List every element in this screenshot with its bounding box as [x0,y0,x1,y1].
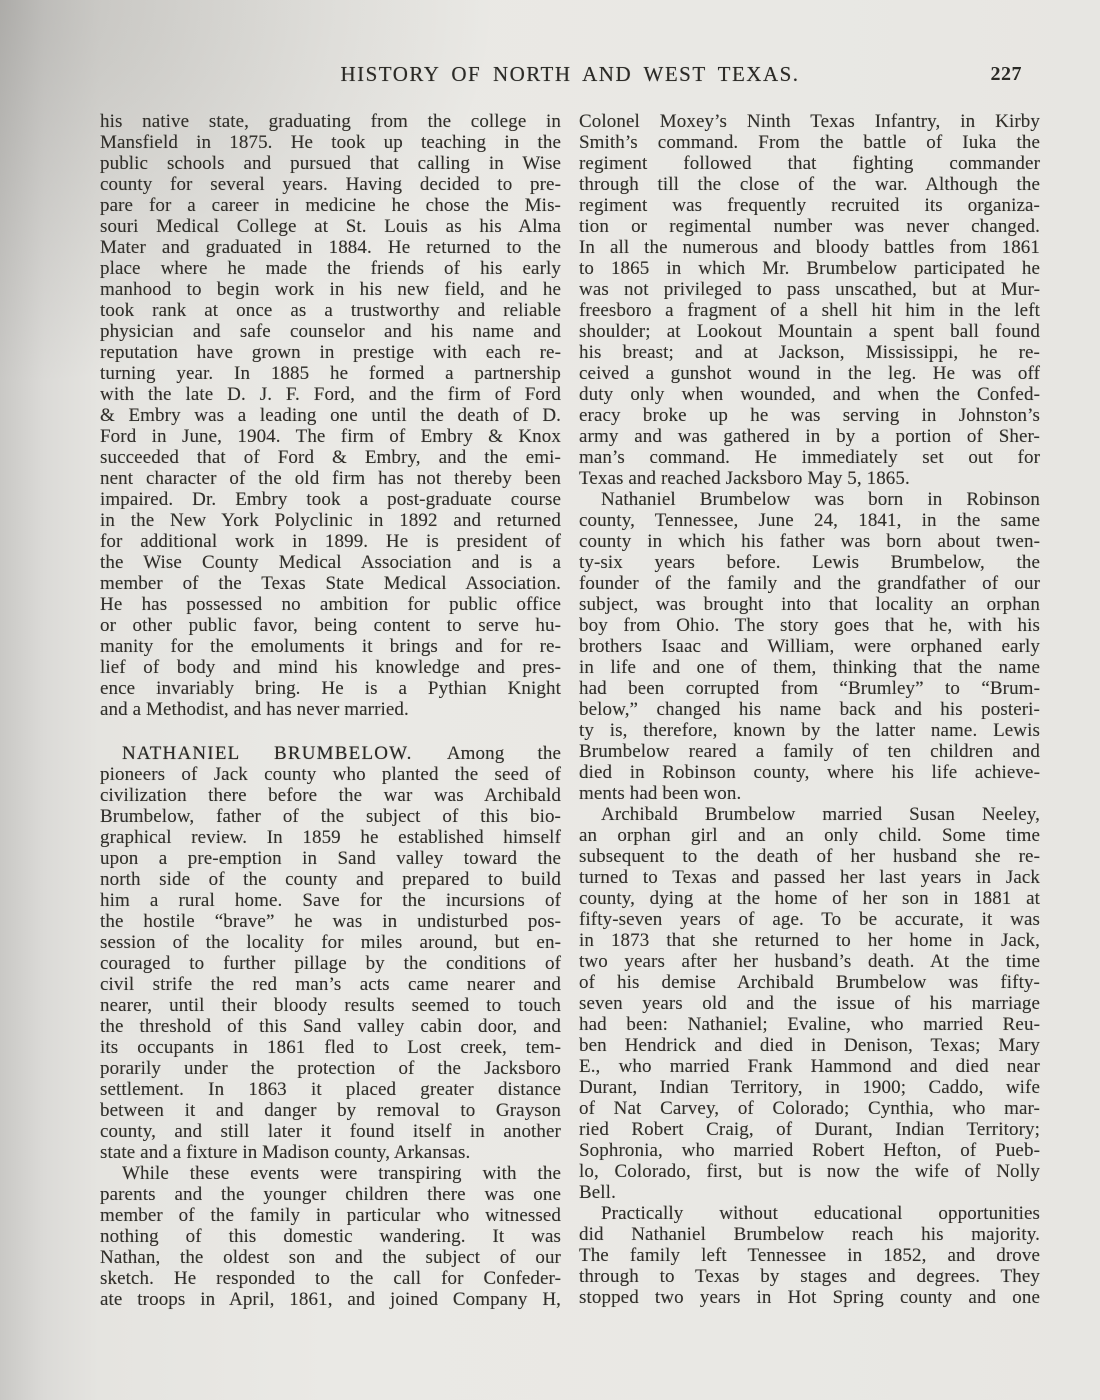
text-line: ried Robert Craig, of Durant, Indian Territory; [579,1119,1040,1140]
text-line: had been: Nathaniel; Evaline, who married Reu- [579,1014,1040,1035]
text-line: ence invariably bring. He is a Pythian Knight [100,678,561,699]
text-line: While these events were transpiring with the [122,1163,561,1184]
text-line: lief of body and mind his knowledge and pres- [100,657,561,678]
text-line: souri Medical College at St. Louis as his Alma [100,216,561,237]
text-line: He has possessed no ambition for public office [100,594,561,615]
text-line: seven years old and the issue of his marriage [579,993,1040,1014]
text-line: Brumbelow, father of the subject of this bio- [100,806,561,827]
paragraph [579,489,1040,804]
column-left [100,111,561,1310]
text-line: pioneers of Jack county who planted the seed of [100,764,561,785]
text-line: boy from Ohio. The story goes that he, with his [579,615,1040,636]
text-line: took rank at once as a trustworthy and reliable [100,300,561,321]
column-right [579,111,1040,1310]
text-line: county for several years. Having decided to pre- [100,174,561,195]
text-line: Smith’s command. From the battle of Iuka the [579,132,1040,153]
text-line: Nathaniel Brumbelow was born in Robinson [601,489,1040,510]
text-line: ben Hendrick and died in Denison, Texas; Mary [579,1035,1040,1056]
text-line: freesboro a fragment of a shell hit him in the left [579,300,1040,321]
text-line: through till the close of the war. Although the [579,174,1040,195]
text-line: Brumbelow reared a family of ten children and [579,741,1040,762]
text-line: eracy broke up he was serving in Johnston’s [579,405,1040,426]
text-line: The family left Tennessee in 1852, and drove [579,1245,1040,1266]
text-line: the hostile “brave” he was in undisturbed pos- [100,911,561,932]
text-line: settlement. In 1863 it placed greater distance [100,1079,561,1100]
text-line: shoulder; at Lookout Mountain a spent ball found [579,321,1040,342]
text-line: brothers Isaac and William, were orphaned early [579,636,1040,657]
text-line: member of the family in particular who witnessed [100,1205,561,1226]
text-line: of his demise Archibald Brumbelow was fifty- [579,972,1040,993]
text-line: subsequent to the death of her husband she re- [579,846,1040,867]
text-line: sketch. He responded to the call for Confeder- [100,1268,561,1289]
text-line: Archibald Brumbelow married Susan Neeley, [601,804,1040,825]
text-line: Sophronia, who married Robert Hefton, of Pueb- [579,1140,1040,1161]
text-line: civilization there before the war was Archibald [100,785,561,806]
text-line: in the New York Polyclinic in 1892 and returned [100,510,561,531]
text-line: turned to Texas and passed her last years in Jack [579,867,1040,888]
text-line: died in Robinson county, where his life achieve- [579,762,1040,783]
text-line: session of the locality for miles around, but en- [100,932,561,953]
text-line: Practically without educational opportunities [601,1203,1040,1224]
text-line: founder of the family and the grandfather of our [579,573,1040,594]
text-line: army and was gathered in by a portion of Sher- [579,426,1040,447]
text-line: north side of the county and prepared to build [100,869,561,890]
paragraph [100,1163,561,1310]
text-line: regiment followed that fighting commander [579,153,1040,174]
text-line: his native state, graduating from the college in [100,111,561,132]
text-line: ty is, therefore, known by the latter name. Lewis [579,720,1040,741]
text-line: state and a fixture in Madison county, Arkansas. [100,1142,471,1163]
text-line: duty only when wounded, and when the Confed- [579,384,1040,405]
text-line: nent character of the old firm has not thereby been [100,468,561,489]
text-line: stopped two years in Hot Spring county and one [579,1287,1040,1308]
text-line: member of the Texas State Medical Association. [100,573,561,594]
text-line: ate troops in April, 1861, and joined Company H, [100,1289,561,1310]
text-line: county in which his father was born about twen- [579,531,1040,552]
text-line: below,” changed his name back and his posteri- [579,699,1040,720]
section-heading: NATHANIEL BRUMBELOW. [122,743,413,764]
text-line: of Nat Carvey, of Colorado; Cynthia, who mar- [579,1098,1040,1119]
text-line: lo, Colorado, first, but is now the wife of Nolly [579,1161,1040,1182]
text-line: Texas and reached Jacksboro May 5, 1865. [579,468,910,489]
paragraph [579,111,1040,489]
page-number: 227 [990,63,1022,85]
text-line: in life and one of them, thinking that the name [579,657,1040,678]
text-line: Mansfield in 1875. He took up teaching in the [100,132,561,153]
text-line: Bell. [579,1182,616,1203]
text-line: did Nathaniel Brumbelow reach his majority. [579,1224,1040,1245]
text-line: succeeded that of Ford & Embry, and the emi- [100,447,561,468]
text-line: reputation have grown in prestige with each re- [100,342,561,363]
text-line: man’s command. He immediately set out for [579,447,1040,468]
text-line: NATHANIEL BRUMBELOW. Among the [122,743,561,764]
text-line: county, and still later it found itself in another [100,1121,561,1142]
text-line: upon a pre-emption in Sand valley toward the [100,848,561,869]
text-line: to 1865 in which Mr. Brumbelow participated he [579,258,1040,279]
text-line: parents and the younger children there was one [100,1184,561,1205]
text-line: tion or regimental number was never changed. [579,216,1040,237]
text-line: fifty-seven years of age. To be accurate, it was [579,909,1040,930]
text-line: public schools and pursued that calling in Wise [100,153,561,174]
text-line: couraged to further pillage by the conditions of [100,953,561,974]
text-line: ty-six years before. Lewis Brumbelow, the [579,552,1040,573]
text-line: manhood to begin work in his new field, and he [100,279,561,300]
text-line: was not privileged to pass unscathed, but at Mur- [579,279,1040,300]
text-line: its occupants in 1861 fled to Lost creek, tem- [100,1037,561,1058]
text-line: the threshold of this Sand valley cabin door, and [100,1016,561,1037]
text-line: Ford in June, 1904. The firm of Embry & Knox [100,426,561,447]
text-line: county, Tennessee, June 24, 1841, in the same [579,510,1040,531]
text-line: ments had been won. [579,783,742,804]
text-line: nearer, until their bloody results seemed to touch [100,995,561,1016]
text-line: nothing of this domestic wandering. It was [100,1226,561,1247]
text-line: ceived a gunshot wound in the leg. He was off [579,363,1040,384]
text-line: him a rural home. Save for the incursions of [100,890,561,911]
text-block [100,111,1041,1310]
text-line: through to Texas by stages and degrees. They [579,1266,1040,1287]
text-line: & Embry was a leading one until the death of D. [100,405,561,426]
text-line: for additional work in 1899. He is president of [100,531,561,552]
text-line: between it and danger by removal to Grayson [100,1100,561,1121]
paragraph [100,743,561,1163]
text-line: Colonel Moxey’s Ninth Texas Infantry, in Kirby [579,111,1040,132]
text-line: an orphan girl and an only child. Some time [579,825,1040,846]
text-line: In all the numerous and bloody battles from 1861 [579,237,1040,258]
text-line: civil strife the red man’s acts came nearer and [100,974,561,995]
text-line: the Wise County Medical Association and is a [100,552,561,573]
text-line: had been corrupted from “Brumley” to “Brum- [579,678,1040,699]
paragraph [579,1203,1040,1308]
text-line: impaired. Dr. Embry took a post-graduate course [100,489,561,510]
text-line: county, dying at the home of her son in 1881 at [579,888,1040,909]
text-line: turning year. In 1885 he formed a partnership [100,363,561,384]
text-line: his breast; and at Jackson, Mississippi, he re- [579,342,1040,363]
text-line: place where he made the friends of his early [100,258,561,279]
paragraph [579,804,1040,1203]
text-line: and a Methodist, and has never married. [100,699,409,720]
text-line: regiment was frequently recruited its organiza- [579,195,1040,216]
text-line: graphical review. In 1859 he established himself [100,827,561,848]
text-line: Mater and graduated in 1884. He returned to the [100,237,561,258]
text-line: Durant, Indian Territory, in 1900; Caddo, wife [579,1077,1040,1098]
text-line: two years after her husband’s death. At the time [579,951,1040,972]
text-line: or other public favor, being content to serve hu- [100,615,561,636]
text-line: pare for a career in medicine he chose the Mis- [100,195,561,216]
text-line: physician and safe counselor and his name and [100,321,561,342]
text-line: E., who married Frank Hammond and died near [579,1056,1040,1077]
page-title: HISTORY OF NORTH AND WEST TEXAS. [340,62,800,86]
text-line: manity for the emoluments it brings and for re- [100,636,561,657]
text-line: with the late D. J. F. Ford, and the firm of Ford [100,384,561,405]
text-line: porarily under the protection of the Jacksboro [100,1058,561,1079]
text-line: subject, was brought into that locality an orphan [579,594,1040,615]
paragraph [100,111,561,720]
running-head [100,62,1040,90]
text-line: Nathan, the oldest son and the subject of our [100,1247,561,1268]
text-line: in 1873 that she returned to her home in Jack, [579,930,1040,951]
